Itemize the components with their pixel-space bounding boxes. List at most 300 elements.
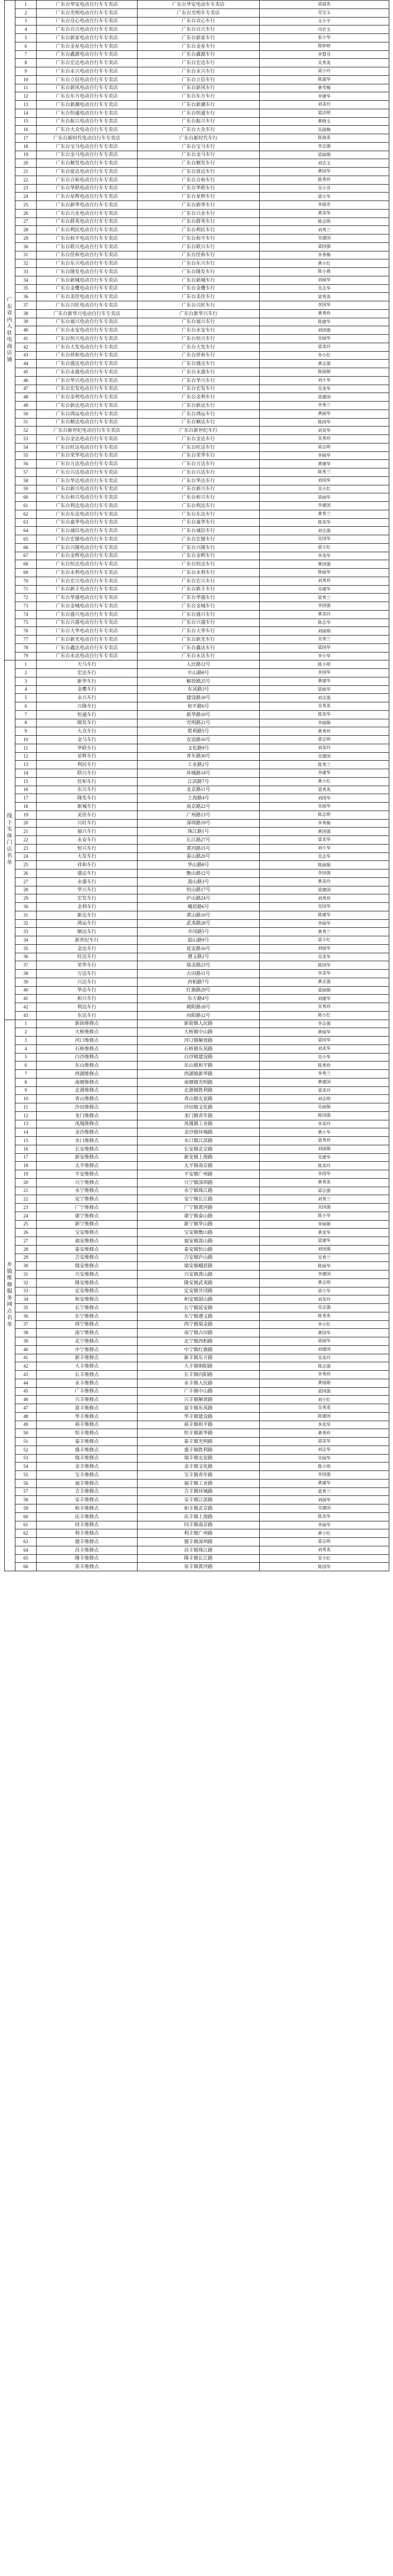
store-address: 新街镇人民路: [138, 1020, 260, 1028]
row-number: 6: [15, 702, 37, 711]
store-address: 长安镇北京路: [138, 1145, 260, 1153]
contact-person: 李美华: [260, 1421, 389, 1429]
table-row: [5, 209, 389, 217]
table-row: [5, 34, 389, 42]
contact-person: 吴小华: [260, 1053, 389, 1061]
store-address: 广东台顺发车行: [138, 159, 260, 168]
store-address: 广州路13号: [138, 811, 260, 819]
table-row: [5, 669, 389, 677]
table-row: [5, 744, 389, 752]
contact-person: 黄秀兰: [260, 928, 389, 936]
row-number: 19: [15, 1170, 37, 1179]
store-name: 恒通车行: [37, 710, 138, 719]
row-number: 77: [15, 636, 37, 644]
contact-person: 陈丽华: [260, 569, 389, 577]
store-name: 广东台恒通电动自行车专卖店: [37, 109, 138, 117]
contact-person: 黄国华: [260, 1329, 389, 1337]
store-address: 广东台合和车行: [138, 176, 260, 184]
table-row: [5, 318, 389, 326]
contact-person: 陈建华: [260, 318, 389, 326]
store-address: 安宁镇长江路: [138, 1195, 260, 1204]
store-address: 定安镇井冈路: [138, 1287, 260, 1295]
store-name: 安丰维修点: [37, 1496, 138, 1504]
store-address: 广东台新华兴车行: [138, 309, 260, 318]
row-number: 15: [15, 777, 37, 786]
table-row: [5, 761, 389, 769]
table-row: [5, 201, 389, 210]
store-name: 广东台永盛电动自行车专卖店: [37, 368, 138, 377]
contact-person: 黄小华: [260, 1128, 389, 1137]
store-address: 遵义路2号: [138, 953, 260, 961]
store-address: 广东台振兴车行: [138, 117, 260, 126]
table-row: [5, 636, 389, 644]
table-row: [5, 502, 389, 510]
store-name: 广东台光明电动自行车专卖店: [37, 8, 138, 17]
store-name: 宝安维修点: [37, 1229, 138, 1237]
row-number: 57: [15, 468, 37, 477]
table-row: [5, 460, 389, 468]
store-name: 永盛车行: [37, 877, 138, 886]
contact-person: 李美华: [260, 552, 389, 560]
store-list-body: [5, 1, 389, 1571]
contact-person: 李秀梅: [260, 251, 389, 259]
row-number: 9: [15, 727, 37, 736]
store-name: 广东台鑫源电动自行车专卖店: [37, 50, 138, 59]
store-name: 宏发车行: [37, 894, 138, 903]
store-name: 广东台大众电动自行车专卖店: [37, 126, 138, 134]
store-address: 胜利路5号: [138, 727, 260, 736]
row-number: 47: [15, 385, 37, 393]
contact-person: 刘国华: [260, 476, 389, 485]
store-address: 江滨路7号: [138, 777, 260, 786]
store-name: 恒兴车行: [37, 844, 138, 852]
row-number: 59: [15, 485, 37, 493]
contact-person: 陈建国: [260, 1412, 389, 1421]
row-number: 47: [15, 1404, 37, 1413]
store-name: 广东台新时代电动自行车专卖店: [37, 134, 138, 143]
table-row: [5, 1345, 389, 1354]
row-number: 23: [15, 1204, 37, 1212]
store-name: 兴安维修点: [37, 1270, 138, 1279]
store-name: 广东台永安电动自行车专卖店: [37, 326, 138, 335]
store-address: 人民路12号: [138, 660, 260, 669]
contact-person: 黄秀兰: [260, 510, 389, 518]
table-row: [5, 702, 389, 711]
store-name: 广东台东兴电动自行车专卖店: [37, 259, 138, 268]
contact-person: 吴小红: [260, 1554, 389, 1563]
table-row: [5, 176, 389, 184]
store-name: 和兴车行: [37, 995, 138, 1003]
store-name: 同丰维修点: [37, 1521, 138, 1529]
contact-person: 刘秀英: [260, 1546, 389, 1554]
contact-person: 梁志强: [260, 1187, 389, 1195]
store-address: 广东台鸿运车行: [138, 410, 260, 418]
table-row: [5, 569, 389, 577]
row-number: 37: [15, 1320, 37, 1329]
row-number: 33: [15, 268, 37, 276]
row-number: 48: [15, 393, 37, 402]
row-number: 66: [15, 1563, 37, 1571]
contact-person: 刘美玲: [260, 1295, 389, 1304]
store-name: 广东台顺达电动自行车专卖店: [37, 418, 138, 427]
row-number: 51: [15, 1438, 37, 1446]
store-name: 大丰维修点: [37, 1362, 138, 1371]
table-row: [5, 627, 389, 636]
row-number: 2: [15, 1028, 37, 1037]
contact-person: 梁小玲: [260, 67, 389, 76]
row-number: 63: [15, 1538, 37, 1546]
store-address: 大桥镇中山路: [138, 1028, 260, 1037]
row-number: 62: [15, 1529, 37, 1538]
store-address: 广东台新达车行: [138, 402, 260, 410]
table-row: [5, 25, 389, 34]
contact-person: 梁洁明: [260, 109, 389, 117]
table-row: [5, 552, 389, 560]
row-number: 56: [15, 460, 37, 468]
contact-person: 吴秀英: [260, 702, 389, 711]
row-number: 6: [15, 42, 37, 50]
contact-person: 陈国华: [260, 1563, 389, 1571]
store-name: 广东台华兴电动自行车专卖店: [37, 376, 138, 385]
table-row: [5, 1371, 389, 1379]
row-number: 17: [15, 1153, 37, 1162]
contact-person: 梁丽华: [260, 493, 389, 502]
table-row: [5, 1128, 389, 1137]
store-address: 广东台东方车行: [138, 92, 260, 101]
table-row: [5, 1412, 389, 1421]
contact-person: 陈国强: [260, 1111, 389, 1120]
table-row: [5, 493, 389, 502]
store-address: 沙田镇文化路: [138, 1103, 260, 1112]
store-address: 延安路16号: [138, 944, 260, 953]
store-address: 武夷路28号: [138, 919, 260, 928]
row-number: 6: [15, 1061, 37, 1070]
store-name: 广东台新世纪电动自行车专卖店: [37, 427, 138, 435]
store-name: 中宁维修点: [37, 1345, 138, 1354]
table-row: [5, 92, 389, 101]
store-address: 和平路6号: [138, 702, 260, 711]
store-name: 德丰维修点: [37, 1538, 138, 1546]
table-row: [5, 1479, 389, 1487]
table-row: [5, 1020, 389, 1028]
table-row: [5, 752, 389, 761]
row-number: 10: [15, 1095, 37, 1103]
store-address: 广东台金马车行: [138, 151, 260, 159]
row-number: 36: [15, 1312, 37, 1320]
row-number: 14: [15, 1128, 37, 1137]
table-row: [5, 736, 389, 744]
table-row: [5, 886, 389, 894]
row-number: 29: [15, 234, 37, 243]
store-address: 永丰镇人民路: [138, 1379, 260, 1387]
table-row: [5, 8, 389, 17]
table-row: [5, 594, 389, 602]
store-name: 东山维修点: [37, 1061, 138, 1070]
contact-person: 吴国华: [260, 903, 389, 911]
store-address: 广东台金城车行: [138, 602, 260, 611]
store-address: 古田路11号: [138, 970, 260, 978]
store-address: 广东台众心车行: [138, 17, 260, 25]
store-address: 广东台嘉华车行: [138, 518, 260, 527]
table-row: [5, 59, 389, 67]
contact-person: 吴秀英: [260, 59, 389, 67]
row-number: 23: [15, 184, 37, 193]
table-row: [5, 1045, 389, 1053]
store-address: 康宁镇泰山路: [138, 1212, 260, 1220]
table-row: [5, 602, 389, 611]
contact-person: 梁淑英: [260, 1, 389, 9]
contact-person: 梁丽娟: [260, 151, 389, 159]
table-row: [5, 936, 389, 945]
contact-person: 刘丽华: [260, 944, 389, 953]
row-number: 38: [15, 1329, 37, 1337]
store-address: 裕丰镇和平路: [138, 1421, 260, 1429]
contact-person: 刘国强: [260, 1245, 389, 1254]
table-row: [5, 610, 389, 619]
store-address: 井冈路5号: [138, 928, 260, 936]
contact-person: 梁美华: [260, 836, 389, 845]
store-address: 恒丰镇新华路: [138, 1429, 260, 1438]
store-address: 广东台宝马车行: [138, 142, 260, 151]
contact-person: 梁小红: [260, 543, 389, 552]
store-name: 利民车行: [37, 761, 138, 769]
store-name: 大众车行: [37, 727, 138, 736]
table-row: [5, 1278, 389, 1287]
contact-person: 李秀珍: [260, 1371, 389, 1379]
store-name: 广东台新达电动自行车专卖店: [37, 402, 138, 410]
contact-person: 刘志文: [260, 159, 389, 168]
row-number: 27: [15, 877, 37, 886]
row-number: 30: [15, 903, 37, 911]
store-address: 恒山路17号: [138, 886, 260, 894]
store-address: 兴宁镇深圳路: [138, 1178, 260, 1187]
contact-person: 李美华: [260, 970, 389, 978]
contact-person: 梁志明: [260, 736, 389, 744]
store-name: 广东台宏图电动自行车专卖店: [37, 535, 138, 544]
contact-person: 吴秀兰: [260, 1254, 389, 1262]
store-name: 永兴车行: [37, 694, 138, 702]
table-row: [5, 126, 389, 134]
store-address: 广东台新兴车行: [138, 485, 260, 493]
table-row: [5, 803, 389, 811]
store-name: 广东台联兴电动自行车专卖店: [37, 242, 138, 251]
store-address: 广东台盛达车行: [138, 360, 260, 368]
row-number: 56: [15, 1479, 37, 1487]
table-row: [5, 184, 389, 193]
store-address: 青年路30号: [138, 752, 260, 761]
contact-person: 李丽娟: [260, 1220, 389, 1229]
store-name: 利达车行: [37, 1003, 138, 1012]
row-number: 32: [15, 919, 37, 928]
contact-person: 吴秀珍: [260, 435, 389, 443]
store-address: 广东台隆发车行: [138, 268, 260, 276]
contact-person: 黄建华: [260, 677, 389, 685]
table-row: [5, 869, 389, 878]
store-address: 青山镇友谊路: [138, 1095, 260, 1103]
store-address: 北京路11号: [138, 786, 260, 794]
contact-person: 黄秀英: [260, 1178, 389, 1187]
store-address: 南京路22号: [138, 803, 260, 811]
store-address: 东山镇和平路: [138, 1061, 260, 1070]
contact-person: 吴秀兰: [260, 636, 389, 644]
contact-person: 吴秀英: [260, 1404, 389, 1413]
contact-person: 刘小华: [260, 844, 389, 852]
contact-person: 李美玲: [260, 1120, 389, 1128]
table-row: [5, 193, 389, 201]
table-row: [5, 410, 389, 418]
contact-person: 吴美华: [260, 385, 389, 393]
row-number: 20: [15, 159, 37, 168]
store-address: 盛丰镇胜利路: [138, 1446, 260, 1454]
contact-person: 梁建华: [260, 1237, 389, 1246]
store-address: 长宁镇延安路: [138, 1304, 260, 1312]
table-row: [5, 903, 389, 911]
row-number: 1: [15, 660, 37, 669]
store-address: 长江路27号: [138, 836, 260, 845]
contact-person: 黄美华: [260, 1229, 389, 1237]
contact-person: 李国强: [260, 1471, 389, 1480]
store-name: 恒丰维修点: [37, 1429, 138, 1438]
table-row: [5, 652, 389, 660]
contact-person: 刘建国: [260, 1345, 389, 1354]
row-number: 42: [15, 1362, 37, 1371]
store-name: 西湖维修点: [37, 1070, 138, 1078]
store-name: 和丰维修点: [37, 1504, 138, 1513]
store-name: 青山维修点: [37, 1095, 138, 1103]
contact-person: 陈秀珍: [260, 176, 389, 184]
contact-person: 黄秀珍: [260, 309, 389, 318]
contact-person: 吴美华: [260, 953, 389, 961]
store-address: 宝安镇衡山路: [138, 1229, 260, 1237]
table-row: [5, 1195, 389, 1204]
store-name: 富丰维修点: [37, 1404, 138, 1413]
store-name: 联兴车行: [37, 769, 138, 778]
table-row: [5, 518, 389, 527]
contact-person: 黄国强: [260, 828, 389, 836]
store-address: 兴丰镇解放路: [138, 1396, 260, 1404]
row-number: 40: [15, 986, 37, 995]
row-number: 8: [15, 719, 37, 727]
store-address: 和丰镇北京路: [138, 1504, 260, 1513]
store-name: 兴隆车行: [37, 702, 138, 711]
store-name: 广东台兴盛电动自行车专卖店: [37, 619, 138, 627]
row-number: 24: [15, 1212, 37, 1220]
row-number: 11: [15, 1103, 37, 1112]
table-row: [5, 309, 389, 318]
store-name: 和安维修点: [37, 1295, 138, 1304]
contact-person: 陈秀英: [260, 1312, 389, 1320]
store-name: 长安维修点: [37, 1145, 138, 1153]
store-address: 金丰镇文化路: [138, 1463, 260, 1471]
row-number: 67: [15, 552, 37, 560]
row-number: 44: [15, 360, 37, 368]
contact-person: 吴国强: [260, 1204, 389, 1212]
row-number: 50: [15, 410, 37, 418]
table-row: [5, 259, 389, 268]
contact-person: 李丽华: [260, 919, 389, 928]
table-row: [5, 1153, 389, 1162]
row-number: 50: [15, 1429, 37, 1438]
store-name: 广东台星辉电动自行车专卖店: [37, 193, 138, 201]
table-row: [5, 1061, 389, 1070]
row-number: 51: [15, 418, 37, 427]
table-row: [5, 42, 389, 50]
store-address: 广东台群英车行: [138, 217, 260, 226]
table-row: [5, 242, 389, 251]
contact-person: 梁国华: [260, 643, 389, 652]
row-number: 18: [15, 1162, 37, 1170]
store-name: 广东台和兴电动自行车专卖店: [37, 493, 138, 502]
contact-person: 陈小华: [260, 1212, 389, 1220]
table-row: [5, 168, 389, 176]
store-name: 昌丰维修点: [37, 1546, 138, 1554]
row-number: 57: [15, 1487, 37, 1496]
row-number: 2: [15, 669, 37, 677]
store-name: 广东台新兴电动自行车专卖店: [37, 485, 138, 493]
contact-person: 李秀梅: [260, 819, 389, 828]
store-address: 隆丰镇长江路: [138, 1554, 260, 1563]
contact-person: 黄秀珍: [260, 1429, 389, 1438]
table-row: [5, 1487, 389, 1496]
row-number: 29: [15, 1254, 37, 1262]
row-number: 5: [15, 1053, 37, 1061]
row-number: 35: [15, 944, 37, 953]
contact-person: 梁秀兰: [260, 594, 389, 602]
contact-person: 李国强: [260, 869, 389, 878]
store-name: 广东台宏发电动自行车专卖店: [37, 385, 138, 393]
row-number: 23: [15, 844, 37, 852]
row-number: 16: [15, 1145, 37, 1153]
row-number: 17: [15, 794, 37, 803]
table-row: [5, 877, 389, 886]
contact-person: 黄建华: [260, 460, 389, 468]
contact-person: 陈海英: [260, 134, 389, 143]
contact-person: 黄丽华: [260, 410, 389, 418]
contact-person: 刘美玲: [260, 101, 389, 109]
table-row: [5, 159, 389, 168]
row-number: 31: [15, 1270, 37, 1279]
contact-person: 吴丽华: [260, 335, 389, 343]
contact-person: 李丽芳: [260, 201, 389, 210]
table-row: [5, 427, 389, 435]
table-row: [5, 1220, 389, 1229]
row-number: 31: [15, 911, 37, 919]
store-address: 黄山路10号: [138, 911, 260, 919]
row-number: 39: [15, 978, 37, 986]
contact-person: 陈美华: [260, 710, 389, 719]
table-row: [5, 134, 389, 143]
contact-person: 吴建国: [260, 234, 389, 243]
row-number: 44: [15, 1379, 37, 1387]
table-row: [5, 995, 389, 1003]
contact-person: 梁志明: [260, 443, 389, 451]
table-row: [5, 1387, 389, 1396]
contact-person: 黄志强: [260, 978, 389, 986]
contact-person: 黄美玲: [260, 610, 389, 619]
table-row: [5, 535, 389, 544]
table-row: [5, 226, 389, 234]
store-name: 广东台东方电动自行车专卖店: [37, 92, 138, 101]
store-name: 裕丰维修点: [37, 1421, 138, 1429]
store-name: 福丰维修点: [37, 1479, 138, 1487]
store-address: 广东台宏图车行: [138, 535, 260, 544]
table-row: [5, 1496, 389, 1504]
store-name: 广东台顺发电动自行车专卖店: [37, 159, 138, 168]
table-row: [5, 769, 389, 778]
store-address: 庆丰镇上海路: [138, 1512, 260, 1521]
contact-person: 陈小红: [260, 1011, 389, 1020]
contact-person: 梁秀珍: [260, 1137, 389, 1145]
